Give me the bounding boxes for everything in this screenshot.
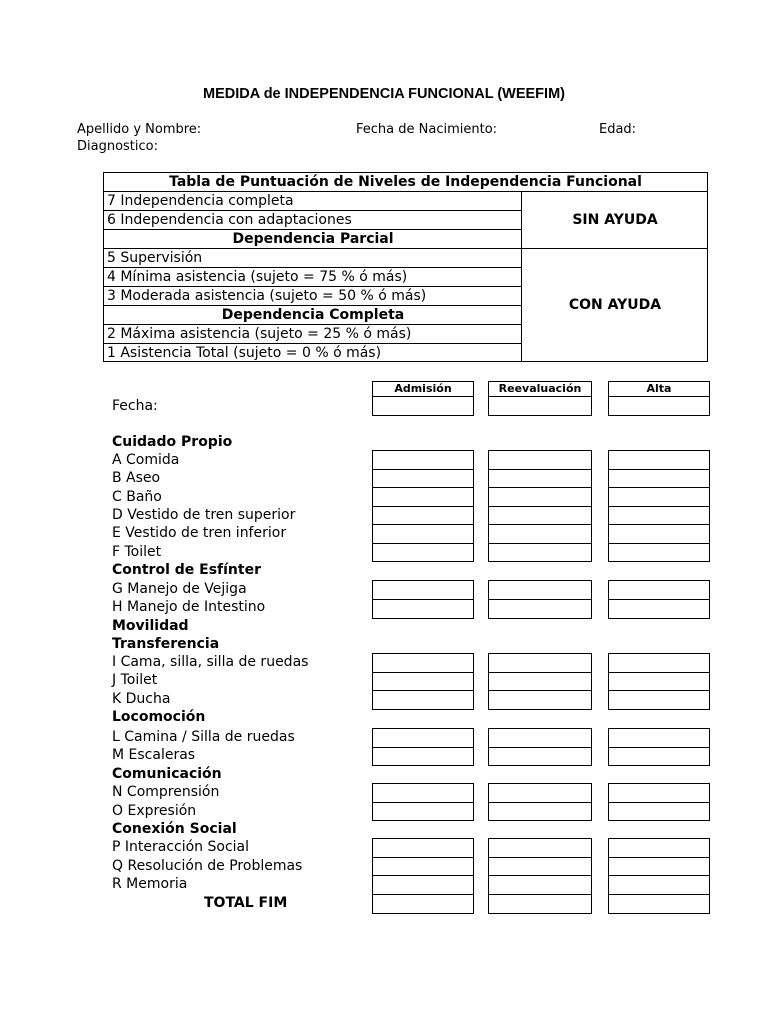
score-box-reevaluacion[interactable] [488, 599, 592, 619]
score-box-admision[interactable] [372, 580, 474, 600]
score-box-admision[interactable] [372, 875, 474, 895]
item-label: I Cama, silla, silla de ruedas [112, 654, 309, 670]
item-label: H Manejo de Intestino [112, 599, 266, 615]
level-row: 7 Independencia completa [107, 193, 294, 209]
column-header-reevaluacion: Reevaluación [488, 381, 592, 397]
score-box-reevaluacion[interactable] [488, 857, 592, 877]
con-ayuda-label: CON AYUDA [568, 297, 662, 313]
score-box-alta[interactable] [608, 857, 710, 877]
score-box-admision[interactable] [372, 450, 474, 470]
score-box-admision[interactable] [372, 599, 474, 619]
score-box-alta[interactable] [608, 524, 710, 544]
score-box-reevaluacion[interactable] [488, 450, 592, 470]
item-label: B Aseo [112, 470, 161, 486]
score-box-admision[interactable] [372, 653, 474, 673]
section-heading: Transferencia [112, 636, 220, 652]
item-label: J Toilet [112, 672, 158, 688]
item-label: O Expresión [112, 803, 197, 819]
score-box-admision[interactable] [372, 469, 474, 489]
item-label: M Escaleras [112, 747, 196, 763]
score-box-admision[interactable] [372, 487, 474, 507]
item-label: L Camina / Silla de ruedas [112, 729, 295, 745]
score-box-admision[interactable] [372, 783, 474, 803]
score-box-admision[interactable] [372, 524, 474, 544]
item-label: D Vestido de tren superior [112, 507, 296, 523]
score-box-alta[interactable] [608, 450, 710, 470]
column-header-alta: Alta [608, 381, 710, 397]
level-row: 3 Moderada asistencia (sujeto = 50 % ó más) [107, 288, 427, 304]
levels-table-title: Tabla de Puntuación de Niveles de Independencia Funcional [169, 174, 642, 190]
item-label: F Toilet [112, 544, 162, 560]
score-box-alta[interactable] [608, 396, 710, 416]
score-box-reevaluacion[interactable] [488, 506, 592, 526]
score-box-admision[interactable] [372, 396, 474, 416]
section-heading: Movilidad [112, 618, 189, 634]
score-box-reevaluacion[interactable] [488, 783, 592, 803]
score-box-reevaluacion[interactable] [488, 543, 592, 563]
item-label: R Memoria [112, 876, 188, 892]
score-box-alta[interactable] [608, 672, 710, 692]
score-box-admision[interactable] [372, 838, 474, 858]
score-box-alta[interactable] [608, 838, 710, 858]
score-box-reevaluacion[interactable] [488, 672, 592, 692]
score-box-reevaluacion[interactable] [488, 580, 592, 600]
section-heading: Cuidado Propio [112, 434, 233, 450]
level-row: 1 Asistencia Total (sujeto = 0 % ó más) [107, 345, 382, 361]
score-box-alta[interactable] [608, 487, 710, 507]
score-box-reevaluacion[interactable] [488, 894, 592, 914]
item-label: P Interacción Social [112, 839, 250, 855]
score-box-reevaluacion[interactable] [488, 728, 592, 748]
score-box-reevaluacion[interactable] [488, 802, 592, 822]
score-box-alta[interactable] [608, 875, 710, 895]
score-box-alta[interactable] [608, 543, 710, 563]
form-title: MEDIDA de INDEPENDENCIA FUNCIONAL (WEEFIM) [203, 86, 565, 102]
item-label: A Comida [112, 452, 180, 468]
score-box-alta[interactable] [608, 747, 710, 767]
score-box-reevaluacion[interactable] [488, 875, 592, 895]
score-box-alta[interactable] [608, 469, 710, 489]
score-box-reevaluacion[interactable] [488, 690, 592, 710]
level-row: 6 Independencia con adaptaciones [107, 212, 352, 228]
total-fim-label: TOTAL FIM [204, 895, 288, 911]
score-box-alta[interactable] [608, 802, 710, 822]
section-heading: Conexión Social [112, 821, 237, 837]
column-header-admision: Admisión [372, 381, 474, 397]
score-box-admision[interactable] [372, 747, 474, 767]
item-label: C Baño [112, 489, 162, 505]
score-box-reevaluacion[interactable] [488, 469, 592, 489]
levels-table [103, 172, 708, 362]
level-row: 5 Supervisión [107, 250, 203, 266]
score-box-alta[interactable] [608, 580, 710, 600]
score-box-alta[interactable] [608, 690, 710, 710]
item-label: G Manejo de Vejiga [112, 581, 247, 597]
score-box-admision[interactable] [372, 857, 474, 877]
score-box-alta[interactable] [608, 728, 710, 748]
level-row: 4 Mínima asistencia (sujeto = 75 % ó más) [107, 269, 408, 285]
item-label: K Ducha [112, 691, 171, 707]
score-box-reevaluacion[interactable] [488, 838, 592, 858]
score-box-admision[interactable] [372, 506, 474, 526]
sin-ayuda-label: SIN AYUDA [572, 212, 658, 228]
score-box-alta[interactable] [608, 783, 710, 803]
item-label: E Vestido de tren inferior [112, 525, 287, 541]
section-heading: Locomoción [112, 709, 206, 725]
level-group-heading: Dependencia Parcial [232, 231, 394, 247]
item-label: N Comprensión [112, 784, 220, 800]
score-box-reevaluacion[interactable] [488, 747, 592, 767]
score-box-reevaluacion[interactable] [488, 487, 592, 507]
level-group-heading: Dependencia Completa [221, 307, 405, 323]
score-box-alta[interactable] [608, 653, 710, 673]
score-box-admision[interactable] [372, 543, 474, 563]
score-box-admision[interactable] [372, 728, 474, 748]
section-heading: Comunicación [112, 766, 222, 782]
score-box-reevaluacion[interactable] [488, 524, 592, 544]
score-box-admision[interactable] [372, 802, 474, 822]
date-label: Fecha: [112, 398, 158, 414]
score-box-alta[interactable] [608, 506, 710, 526]
item-label: Q Resolución de Problemas [112, 858, 303, 874]
score-box-reevaluacion[interactable] [488, 653, 592, 673]
score-box-admision[interactable] [372, 672, 474, 692]
level-row: 2 Máxima asistencia (sujeto = 25 % ó más) [107, 326, 412, 342]
diagnosis-label: Diagnostico: [77, 139, 158, 154]
score-box-admision[interactable] [372, 894, 474, 914]
name-label: Apellido y Nombre: [77, 122, 202, 137]
age-label: Edad: [599, 122, 637, 137]
score-box-alta[interactable] [608, 599, 710, 619]
score-box-alta[interactable] [608, 894, 710, 914]
score-box-admision[interactable] [372, 690, 474, 710]
dob-label: Fecha de Nacimiento: [356, 122, 498, 137]
section-heading: Control de Esfínter [112, 562, 261, 578]
score-box-reevaluacion[interactable] [488, 396, 592, 416]
